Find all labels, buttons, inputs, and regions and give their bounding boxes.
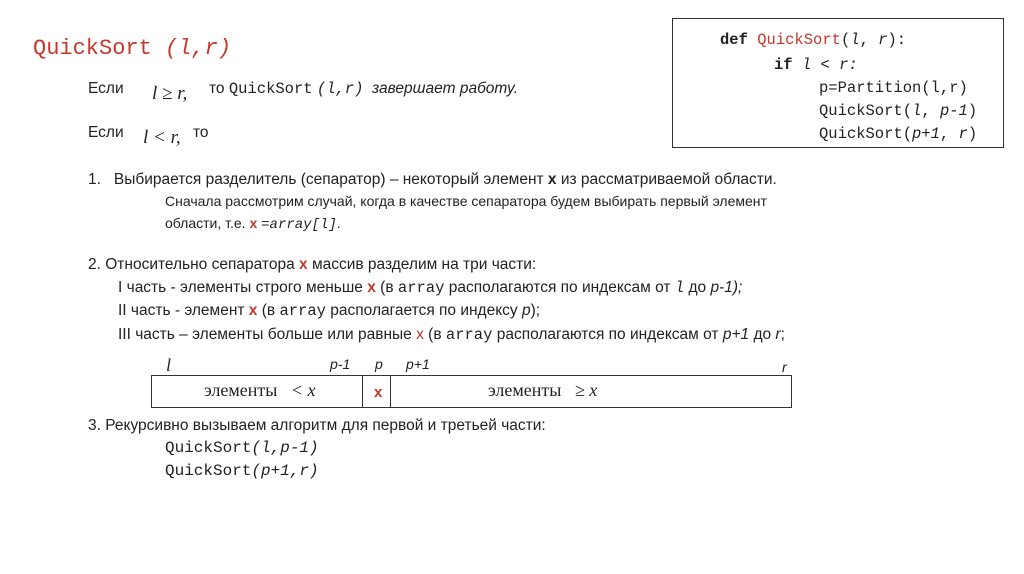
code-line-def: def QuickSort(l, r): [720, 31, 907, 49]
step3-call-left: QuickSort(l,p-1) [165, 439, 319, 457]
code-block [672, 18, 1004, 148]
step2-part1: I часть - элементы строго меньше x (в array располагаются по индексам от l до p-1); [118, 279, 743, 297]
step2-part3: III часть – элементы больше или равные x (в array располагаются по индексам от p+1 до r; [118, 326, 785, 344]
cond1-math: l ≥ r, [152, 83, 188, 104]
step2-intro: 2. Относительно сепаратора x массив разделим на три части: [88, 256, 537, 273]
cond1-text: то QuickSort (l,r) завершает работу. [209, 80, 518, 98]
diagram-left-part: элементы < x [204, 380, 316, 400]
cond2-then: то [193, 124, 209, 141]
cond1-if-label: Если [88, 80, 124, 97]
step3-text: 3. Рекурсивно вызываем алгоритм для первой и третьей части: [88, 417, 546, 434]
diagram-label-p-plus-1: p+1 [406, 356, 430, 372]
array-partition-diagram [151, 375, 792, 408]
title-function: QuickSort [33, 36, 166, 61]
diagram-label-p: p [375, 356, 383, 372]
code-line-recurse-left: QuickSort(l, p-1) [819, 102, 978, 120]
diagram-label-p-minus-1: p-1 [330, 356, 351, 372]
step1-text: 1. Выбирается разделитель (сепаратор) – некоторый элемент x из рассматриваемой области. [88, 171, 777, 188]
step1-sub-line2: области, т.е. x =array[l]. [165, 215, 341, 233]
diagram-right-part: элементы ≥ x [488, 380, 598, 400]
code-line-partition: p=Partition(l,r) [819, 79, 968, 97]
code-line-if: if l < r: [774, 56, 858, 74]
cond2-math: l < r, [143, 127, 181, 148]
diagram-separator-x: x [374, 384, 383, 401]
diagram-label-r: r [782, 359, 787, 375]
code-line-recurse-right: QuickSort(p+1, r) [819, 125, 978, 143]
cond2-if-label: Если [88, 124, 124, 141]
diagram-label-l: l [166, 355, 172, 375]
slide-title [33, 36, 231, 61]
diagram-divider-left [362, 376, 363, 407]
title-args: (l,r) [165, 36, 232, 61]
step3-call-right: QuickSort(p+1,r) [165, 462, 319, 480]
step1-sub-line1: Сначала рассмотрим случай, когда в качестве сепаратора будем выбирать первый элемент [165, 193, 767, 209]
diagram-divider-right [390, 376, 391, 407]
step2-part2: II часть - элемент x (в array располагается по индексу p); [118, 302, 541, 320]
